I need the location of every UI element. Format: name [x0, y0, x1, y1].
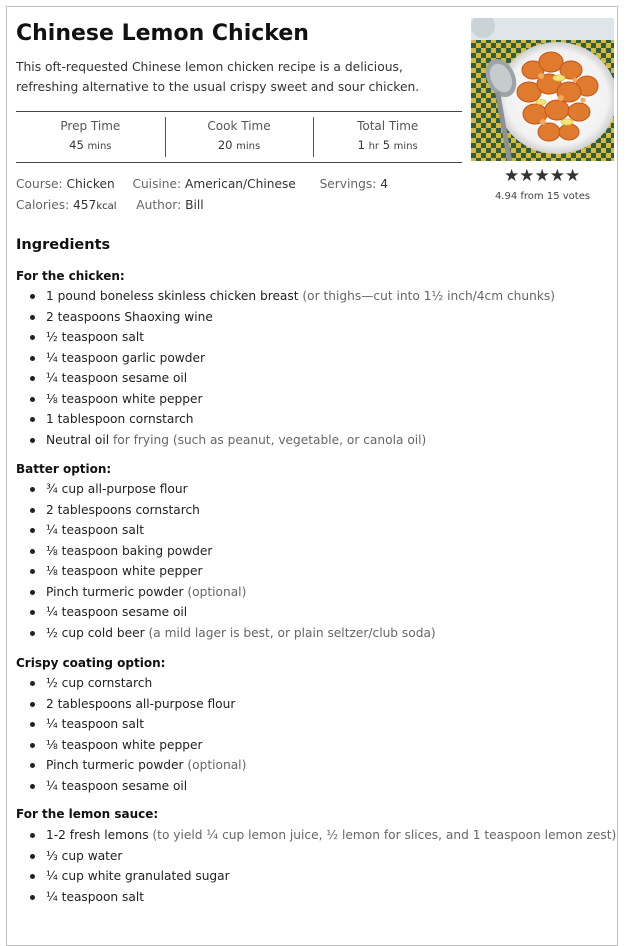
- cook-time-value-line: [165, 138, 314, 152]
- ingredient-list: [16, 673, 616, 796]
- ingredient-text: Pinch turmeric powder: [46, 584, 184, 599]
- ingredient-text: 1-2 fresh lemons: [46, 828, 149, 842]
- ingredient-note: for frying (such as peanut, vegetable, or canola oil): [112, 432, 427, 447]
- ingredient-text: 2 teaspoons Shaoxing wine: [46, 309, 213, 324]
- ingredient-group-title: Batter option:: [16, 462, 112, 476]
- ingredient-item: [16, 368, 616, 389]
- cook-time-unit: mins: [236, 141, 261, 152]
- ingredient-text: ¼ teaspoon sesame oil: [46, 605, 188, 619]
- cuisine-label: Cuisine:: [132, 177, 182, 191]
- star-icon[interactable]: ★: [519, 166, 535, 186]
- cook-time-label: Cook Time: [207, 119, 271, 133]
- ingredients-heading: Ingredients: [16, 237, 111, 253]
- ingredient-text: ½ teaspoon salt: [46, 330, 145, 344]
- author-label: Author:: [136, 198, 182, 212]
- ingredient-group-title: For the lemon sauce:: [16, 807, 159, 821]
- recipe-times: [16, 111, 462, 163]
- servings-value[interactable]: 4: [380, 177, 388, 191]
- ingredient-item: [16, 582, 616, 603]
- ingredient-text: ¼ teaspoon salt: [46, 889, 145, 904]
- ingredient-text: ⅛ teaspoon white pepper: [46, 391, 203, 406]
- ingredient-item: [16, 887, 616, 908]
- recipe-meta-line-2: [16, 198, 204, 212]
- star-icon[interactable]: ★: [549, 166, 565, 186]
- ingredient-text: ¼ teaspoon sesame oil: [46, 371, 188, 385]
- prep-time-value-line: [16, 138, 165, 152]
- ingredient-text: 2 tablespoons all-purpose flour: [46, 696, 236, 711]
- ingredient-item: [16, 623, 616, 644]
- total-time-value-line: [313, 138, 462, 152]
- prep-time: [16, 112, 165, 162]
- recipe-meta-line-1: [16, 177, 388, 191]
- calories-unit: kcal: [96, 201, 117, 212]
- recipe-photo-image: [471, 18, 614, 161]
- prep-time-value: 45: [69, 138, 84, 152]
- cuisine-value: American/Chinese: [185, 177, 296, 191]
- recipe-photo: [471, 18, 614, 161]
- total-time-minutes: 5: [382, 138, 391, 152]
- ingredient-note: (or thighs—cut into 1½ inch/4cm chunks): [302, 289, 556, 303]
- star-icon[interactable]: ★: [504, 166, 520, 186]
- ingredient-text: 1 pound boneless skinless chicken breast: [46, 289, 299, 303]
- ingredient-group-title: For the chicken:: [16, 269, 125, 283]
- ingredient-item: [16, 479, 616, 500]
- ingredient-text: 1 tablespoon cornstarch: [46, 412, 194, 426]
- ingredient-item: [16, 776, 616, 797]
- star-icon[interactable]: ★: [534, 166, 550, 186]
- ingredient-text: ¼ teaspoon sesame oil: [46, 778, 188, 793]
- ingredient-item: [16, 755, 616, 776]
- ingredient-text: Neutral oil: [46, 432, 110, 447]
- ingredient-item: [16, 673, 616, 694]
- calories-label: Calories:: [16, 198, 70, 212]
- ingredient-item: [16, 500, 616, 521]
- cook-time: [165, 112, 314, 162]
- ingredient-text: 2 tablespoons cornstarch: [46, 502, 200, 517]
- recipe-summary: This oft-requested Chinese lemon chicken recipe is a delicious, refreshing alternative to the usual crispy sweet and sour chicken.: [16, 60, 420, 94]
- ingredient-item: [16, 286, 616, 307]
- ingredient-text: Pinch turmeric powder: [46, 758, 184, 772]
- ingredient-item: [16, 866, 616, 887]
- ingredient-note: (optional): [187, 758, 247, 772]
- ingredient-group-title: Crispy coating option:: [16, 656, 166, 670]
- ingredient-text: ¼ cup white granulated sugar: [46, 869, 230, 883]
- ingredient-text: ⅛ teaspoon white pepper: [46, 737, 203, 752]
- total-time: [313, 112, 462, 162]
- ingredient-item: [16, 389, 616, 410]
- recipe-title: Chinese Lemon Chicken: [16, 21, 309, 46]
- recipe-card: [6, 6, 618, 946]
- cook-time-value: 20: [217, 138, 233, 152]
- ingredient-item: [16, 409, 616, 430]
- ingredient-item: [16, 825, 616, 846]
- ingredient-item: [16, 694, 616, 715]
- total-time-label: Total Time: [357, 119, 419, 133]
- ingredient-item: [16, 307, 616, 328]
- prep-time-unit: mins: [87, 141, 112, 152]
- course-label: Course:: [16, 177, 63, 191]
- ingredient-text: ¼ teaspoon salt: [46, 717, 145, 731]
- star-icon[interactable]: ★: [565, 166, 581, 186]
- ingredient-item: [16, 430, 616, 451]
- ingredient-item: [16, 602, 616, 623]
- ingredient-list: [16, 825, 616, 907]
- star-rating[interactable]: [504, 166, 580, 186]
- course-value: Chicken: [66, 177, 115, 191]
- ingredient-item: [16, 327, 616, 348]
- ingredient-item: [16, 541, 616, 562]
- servings-label: Servings:: [319, 177, 377, 191]
- ingredient-item: [16, 846, 616, 867]
- ingredient-text: ¾ cup all-purpose flour: [46, 482, 188, 496]
- ingredient-item: [16, 520, 616, 541]
- total-time-hours: 1: [357, 138, 365, 152]
- ingredient-item: [16, 735, 616, 756]
- ingredient-text: ⅛ teaspoon white pepper: [46, 564, 203, 578]
- ingredient-text: ½ cup cornstarch: [46, 676, 153, 690]
- ingredient-note: (optional): [187, 584, 247, 599]
- ingredient-text: ½ cup cold beer: [46, 625, 145, 640]
- ingredient-list: [16, 286, 616, 450]
- author-value: Bill: [185, 198, 204, 212]
- ingredient-text: ⅛ teaspoon baking powder: [46, 543, 213, 558]
- ingredient-item: [16, 714, 616, 735]
- calories-value: 457: [73, 198, 97, 212]
- ingredient-text: ¼ teaspoon garlic powder: [46, 350, 205, 365]
- ingredient-item: [16, 561, 616, 582]
- prep-time-label: Prep Time: [60, 119, 121, 133]
- ingredient-note: (a mild lager is best, or plain seltzer/club soda): [148, 625, 436, 640]
- total-time-hours-unit: hr: [368, 141, 380, 152]
- ingredient-text: ⅓ cup water: [46, 848, 123, 863]
- total-time-minutes-unit: mins: [393, 141, 418, 152]
- ingredient-note: (to yield ¼ cup lemon juice, ½ lemon for slices, and 1 teaspoon lemon zest): [152, 828, 617, 842]
- ingredient-list: [16, 479, 616, 643]
- rating-votes: 4.94 from 15 votes: [494, 191, 591, 202]
- ingredient-text: ¼ teaspoon salt: [46, 523, 145, 537]
- ingredient-item: [16, 348, 616, 369]
